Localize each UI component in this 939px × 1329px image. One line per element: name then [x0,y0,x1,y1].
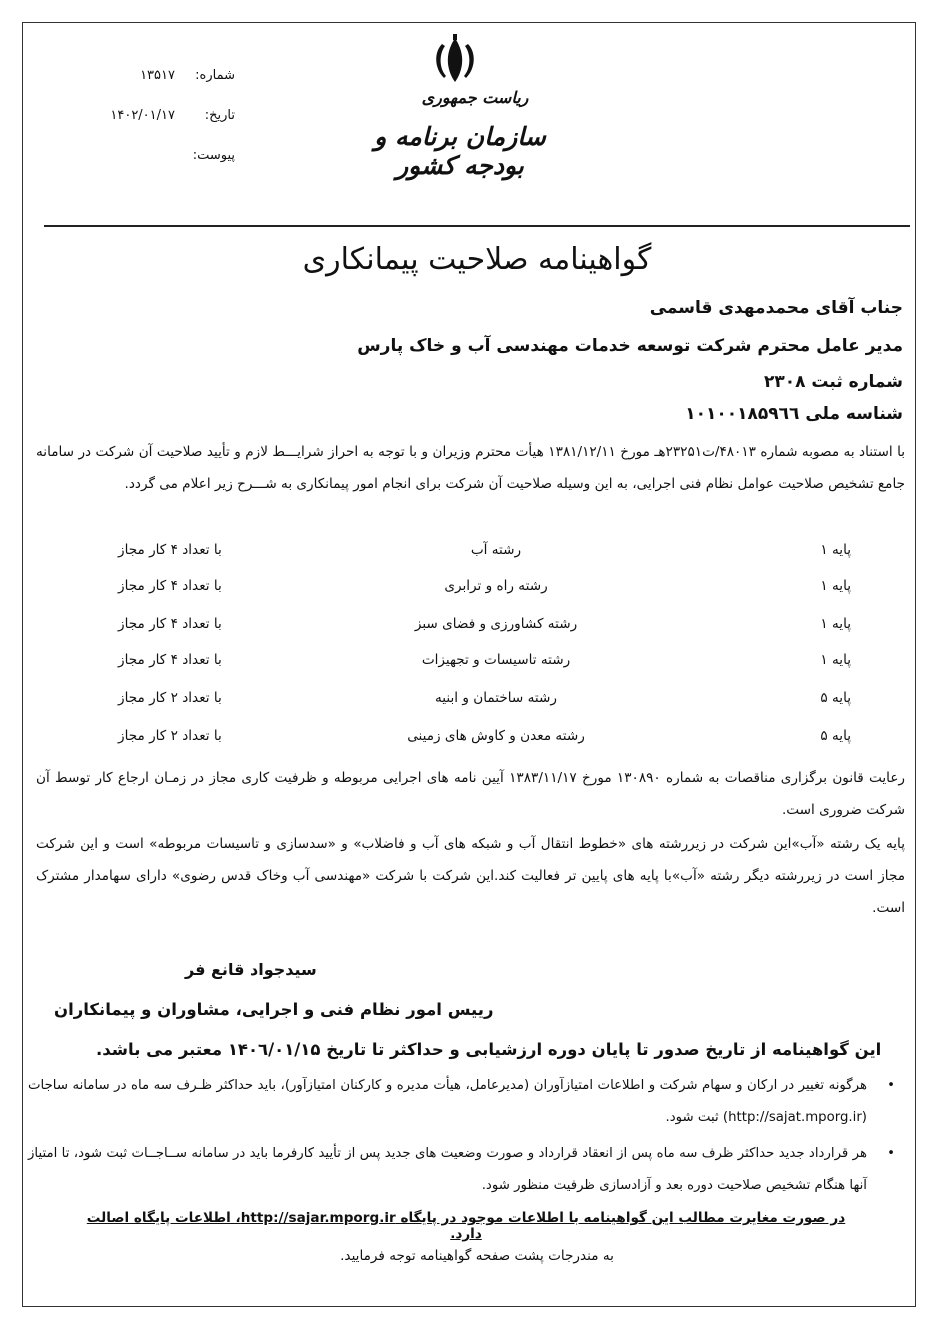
qualification-field: رشته آب [470,542,522,558]
qualification-count: با تعداد ۴ کار مجاز [118,616,222,632]
national-id: شناسه ملی ۱۰۱۰۰۱۸۵۹٦٦ [685,404,903,424]
notes-list [28,1070,895,1206]
qualification-count: با تعداد ۴ کار مجاز [118,542,222,558]
registration-number: شماره ثبت ۲۳۰۸ [764,372,903,392]
note-text: هرگونه تغییر در ارکان و سهام شرکت و اطلاعات امتیازآوران (مدیرعامل، هیأت مدیره و کارکنان امتیازآور)، باید حداکثر ظـرف سه ماه در سامانه ساجات (http://sajat.mporg.ir) ثبت شود. [28,1078,867,1125]
attachment-label: پیوست: [192,148,235,163]
bullet-icon: • [887,1078,895,1093]
qualification-row [36,652,903,682]
qualification-row [36,542,903,572]
org-subtitle: ریاست جمهوری [421,88,529,107]
qualification-grade: پایه ۵ [820,728,851,744]
note-text: هر قرارداد جدید حداکثر ظرف سه ماه پس از انعقاد قرارداد و صورت وضعیت های جدید پس از تأیید کارفرما باید در سامانه ســاجــات ثبت شود، تا امتیاز آنها هنگام تشخیص صلاحیت دوره بعد و آزادسازی ظرفیت منظور شود. [28,1146,867,1193]
number-label: شماره: [195,68,235,83]
signatory-name: سیدجواد قانع فر [185,960,317,979]
compliance-paragraph: رعایت قانون برگزاری مناقصات به شماره ۱۳۰۸۹۰ مورخ ۱۳۸۳/۱۱/۱۷ آیین نامه های اجرایی مربوطه و ظرفیت کاری مجاز در زمـان ارجاع کار توسط آن شرکت ضروری است. [36,770,905,818]
qualification-count: با تعداد ۲ کار مجاز [118,690,222,706]
header-divider [44,225,910,227]
qualification-row [36,616,903,646]
recipient-name: جناب آقای محمدمهدی قاسمی [649,298,903,318]
recipient-position: مدیر عامل محترم شرکت توسعه خدمات مهندسی آب و خاک پارس [357,336,903,356]
qualification-count: با تعداد ۲ کار مجاز [118,728,222,744]
qualification-grade: پایه ۱ [820,578,851,594]
qualification-count: با تعداد ۴ کار مجاز [118,578,222,594]
qualification-field: رشته ساختمان و ابنیه [435,690,557,706]
qualification-grade: پایه ۱ [820,652,851,668]
validity-statement: این گواهینامه از تاریخ صدور تا پایان دوره ارزشیابی و حداکثر تا تاریخ ۱۴۰٦/۰۱/۱۵ معتبر می باشد. [96,1040,882,1059]
qualification-row [36,578,903,608]
signatory-title: رییس امور نظام فنی و اجرایی، مشاوران و پیمانکاران [54,1000,494,1019]
qualification-count: با تعداد ۴ کار مجاز [118,652,222,668]
qualification-field: رشته راه و ترابری [444,578,548,594]
note-item [28,1070,895,1134]
org-name: سازمان برنامه و بودجه کشور [374,122,546,180]
qualification-field: رشته معدن و کاوش های زمینی [407,728,585,744]
date-value: ۱۴۰۲/۰۱/۱۷ [110,108,175,123]
qualification-field: رشته کشاورزی و فضای سبز [414,616,578,632]
footer-note: به مندرجات پشت صفحه گواهینامه توجه فرمایید. [340,1248,614,1264]
qualification-row [36,690,903,720]
bullet-icon: • [887,1146,895,1161]
iran-emblem-icon [430,34,480,86]
note-item [28,1138,895,1202]
qualification-grade: پایه ۵ [820,690,851,706]
subfield-paragraph: پایه یک رشته «آب»این شرکت در زیررشته های «خطوط انتقال آب و شبکه های آب و فاضلاب» و «سدسازی و تاسیسات مربوطه» است و این شرکت مجاز است در زیررشته دیگر رشته «آب»با پایه های پایین تر فعالیت کند.این شرکت با شرکت «مهندسی آب وخاک قدس رضوی» دارای سهامدار مشترک است. [36,836,905,916]
document-meta [100,68,235,188]
intro-paragraph: با استناد به مصوبه شماره ۴۸۰۱۳/ت۲۳۲۵۱هـ مورخ ۱۳۸۱/۱۲/۱۱ هیأت محترم وزیران و با توجه به احراز شرایـــط لازم و تأیید صلاحیت آن شرکت در سامانه جامع تشخیص صلاحیت عوامل نظام فنی اجرایی، به این وسیله صلاحیت آن شرکت برای انجام امور پیمانکاری به شـــرح زیر اعلام می گردد. [36,444,905,492]
qualification-grade: پایه ۱ [820,542,851,558]
qualification-row [36,728,903,758]
date-label: تاریخ: [204,108,235,123]
warning-statement: در صورت مغایرت مطالب این گواهینامه با اطلاعات موجود در پایگاه http://sajar.mporg.ir، اطلاعات پایگاه اصالت دارد. [86,1210,846,1242]
page-title: گواهینامه صلاحیت پیمانکاری [302,242,652,277]
number-value: ۱۳۵۱۷ [140,68,175,83]
qualification-field: رشته تاسیسات و تجهیزات [421,652,571,668]
qualification-grade: پایه ۱ [820,616,851,632]
